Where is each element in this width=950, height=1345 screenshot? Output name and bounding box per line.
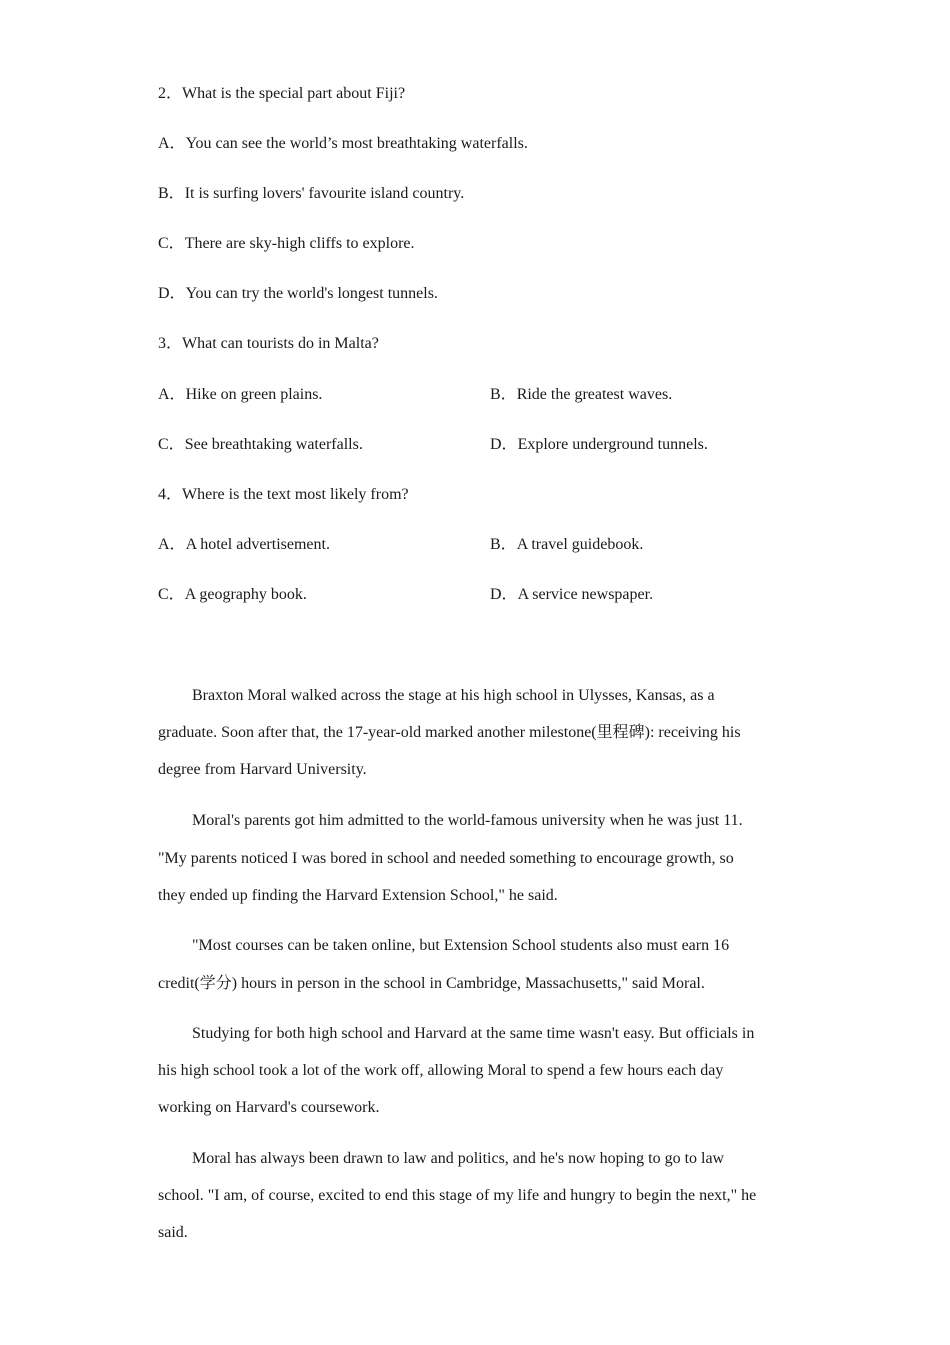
passage-line: said. — [158, 1224, 188, 1241]
option-text: A travel guidebook. — [516, 536, 644, 553]
passage-line: his high school took a lot of the work off, allowing Moral to spend a few hours each day — [158, 1062, 724, 1079]
passage-line: school. "I am, of course, excited to end this stage of my life and hungry to begin the next," he — [158, 1187, 757, 1204]
option-text: Ride the greatest waves. — [516, 386, 673, 403]
option-text: A geography book. — [184, 586, 307, 603]
question-3-option-b — [490, 385, 672, 405]
question-text: Where is the text most likely from? — [182, 486, 409, 503]
option-text: A service newspaper. — [517, 586, 654, 603]
option-text: A hotel advertisement. — [185, 536, 330, 553]
option-text: Explore underground tunnels. — [517, 436, 708, 453]
passage-line: Moral has always been drawn to law and politics, and he's now hoping to go to law — [192, 1150, 725, 1167]
passage-line: credit(学分) hours in person in the school in Cambridge, Massachusetts," said Moral. — [158, 975, 705, 992]
option-letter: D． — [158, 285, 186, 302]
option-letter: C． — [158, 436, 185, 453]
option-letter: B． — [490, 536, 517, 553]
option-letter: C． — [158, 235, 185, 252]
question-3-option-a — [158, 385, 322, 405]
question-3-option-d — [490, 435, 708, 455]
passage-line: working on Harvard's coursework. — [158, 1099, 380, 1116]
passage-line: "My parents noticed I was bored in school and needed something to encourage growth, so — [158, 850, 734, 867]
question-2-option-c — [158, 234, 415, 254]
option-letter: C． — [158, 586, 185, 603]
option-text: There are sky-high cliffs to explore. — [184, 235, 415, 252]
question-2-option-b — [158, 184, 464, 204]
question-text: What is the special part about Fiji? — [182, 85, 406, 102]
question-text: What can tourists do in Malta? — [182, 335, 379, 352]
option-letter: A． — [158, 386, 186, 403]
option-text: Hike on green plains. — [185, 386, 323, 403]
passage-line: "Most courses can be taken online, but Extension School students also must earn 16 — [192, 937, 730, 954]
passage-line: Braxton Moral walked across the stage at his high school in Ulysses, Kansas, as a — [192, 687, 715, 704]
option-letter: B． — [490, 386, 517, 403]
question-3-stem — [158, 334, 379, 354]
option-text: It is surfing lovers' favourite island country. — [184, 185, 465, 202]
option-letter: A． — [158, 536, 186, 553]
question-4-stem — [158, 485, 409, 505]
passage-line: they ended up finding the Harvard Extension School," he said. — [158, 887, 558, 904]
passage-line: graduate. Soon after that, the 17-year-old marked another milestone(里程碑): receiving his — [158, 724, 741, 741]
option-letter: A． — [158, 135, 186, 152]
option-text: You can try the world's longest tunnels. — [185, 285, 438, 302]
option-letter: D． — [490, 586, 518, 603]
question-number: 4． — [158, 486, 183, 503]
question-4-option-d — [490, 585, 653, 605]
question-number: 2． — [158, 85, 183, 102]
question-4-option-c — [158, 585, 307, 605]
question-4-option-a — [158, 535, 330, 555]
option-text: See breathtaking waterfalls. — [184, 436, 363, 453]
question-2-option-d — [158, 284, 438, 304]
question-2-stem — [158, 84, 405, 104]
option-letter: B． — [158, 185, 185, 202]
option-letter: D． — [490, 436, 518, 453]
passage-line: Moral's parents got him admitted to the world-famous university when he was just 11. — [192, 812, 743, 829]
question-4-option-b — [490, 535, 643, 555]
question-2-option-a — [158, 134, 528, 154]
option-text: You can see the world’s most breathtaking waterfalls. — [185, 135, 528, 152]
passage-line: degree from Harvard University. — [158, 761, 367, 778]
question-3-option-c — [158, 435, 363, 455]
question-number: 3． — [158, 335, 183, 352]
passage-line: Studying for both high school and Harvard at the same time wasn't easy. But officials in — [192, 1025, 755, 1042]
